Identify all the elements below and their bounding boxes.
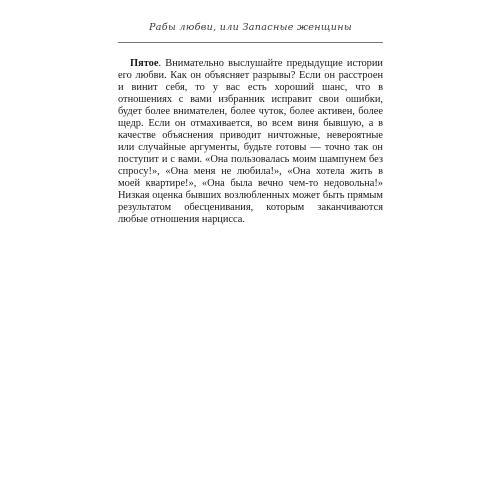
page-header: [118, 18, 383, 48]
page-content: [118, 58, 383, 226]
running-head: Рабы любви, или Запасные женщины: [149, 22, 352, 33]
body-paragraph: [118, 58, 383, 226]
header-rule: [118, 42, 383, 43]
paragraph-text: . Внимательно выслушайте предыдущие истории его любви. Как он объясняет разрывы? Если он расстроен и винит себя, то у вас есть хороший шанс, что в отношениях с вами избранник исправит свои ошибки, будет более внимателен, более чуток, более активен, более щедр. Если он отмахивается, во всем виня бывшую, а в качестве объяснения приводит ничтожные, невероятные или случайные аргументы, будьте готовы — точно так он поступит и с вами. «Она пользовалась моим шампунем без спросу!», «Она меня не любила!», «Она хотела жить в моей квартире!», «Она была вечно чем-то недовольна!» Низкая оценка бывших возлюбленных может быть прямым результатом обесценивания, которым заканчиваются любые отношения нарцисса.: [118, 58, 383, 225]
paragraph-lead: Пятое: [130, 58, 159, 69]
